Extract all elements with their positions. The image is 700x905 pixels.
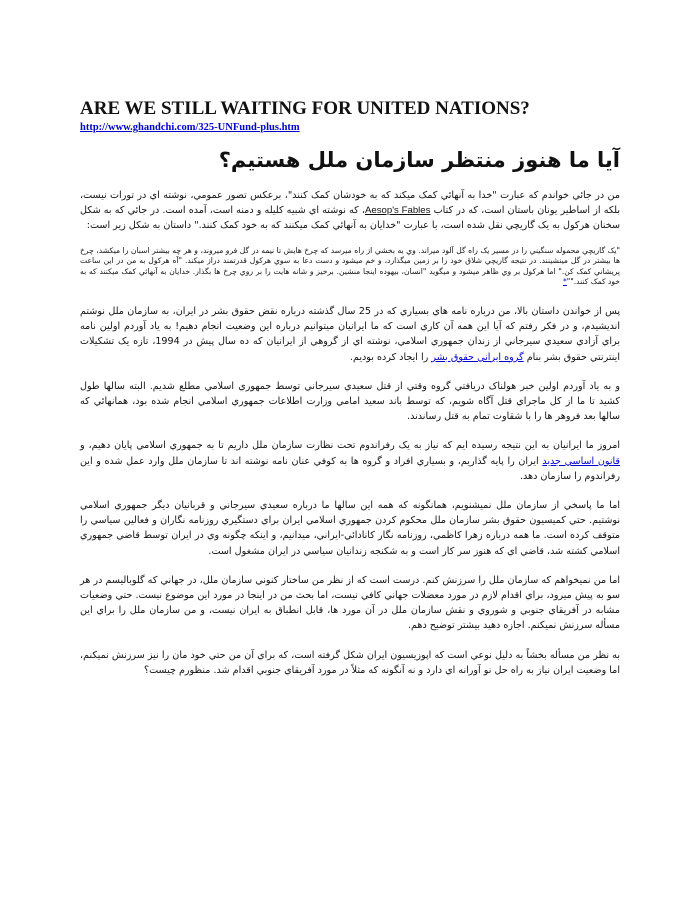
document-page xyxy=(80,98,620,678)
aesop-fables-reference: Aesop's Fables xyxy=(365,205,431,217)
paragraph-5: اما ما پاسخي از سازمان ملل نميشنويم، همانگونه که همه اين سالها ما درباره سعيدي سيرجاني و قربانيان ديگر جمهوري اسلامي نوشتيم. حتي کميسيون حقوق بشر سازمان ملل محکوم کردن جمهوري اسلامي ايران براي دستگيري روزنامه نگاران و فعالين سياسي را متوقف کرده است. ما همه درباره زهرا کاظمي، روزنامه نگار کانادائي-ايراني، ميدانيم، و اينکه چگونه وي در ايران توسط قاضي جمهوري اسلامي کشته شد، قاضي اي که هنوز سر کار است و به شکنجه زندانيان سياسي در ايران مشغول است. xyxy=(80,500,620,557)
paragraph-2-text-a: پس از خواندن داستان بالا، من درباره نامه هاي بسياري که در 25 سال گذشته درباره نقض حقوق بشر در ايران، به سازمان ملل نوشتم انديشيدم، و در فکر رفتم که آيا اين همه آن کاري است که ما ايرانيان ميتوانيم درباره اين وضعيت انجام دهيم! به ياد آوردم اولين نامه براي آزادي سعيدي سيرجاني از زندان جمهوري اسلامي، نوشته اي از گروهي از ايرانيان که ده سال پيش در 1994، تازه يک تشکيلات اينترنتي حقوق بشر بنام xyxy=(80,305,621,363)
paragraph-6: اما من نميخواهم که سازمان ملل را سرزنش کنم. درست است که از نظر من ساختار کنوني سازمان ملل، در جهاني که گلوباليسم در هر سو به پيش ميرود، براي اقدام لازم در مورد معضلات جهاني کافي نيست، اما بحث من در اينجا در مورد اين موضوع نيست. حتي وضعيات مشابه در آفريقاي جنوبي و شوروي و نقش سازمان ملل در آن مورد ها، قابل انطباق به ايران نيست، و من سازمان ملل را براي اين مسأله سرزنش نميکنم. اجازه دهيد بيشتر توضيح دهم. xyxy=(80,574,620,632)
paragraph-4-text-a: امروز ما ايرانيان به اين نتيجه رسيده ايم که نياز به يک رفراندوم تحت نظارت سازمان ملل داريم تا به جمهوري اسلامي پايان دهيم، و xyxy=(80,440,620,452)
paragraph-4 xyxy=(80,438,620,484)
iranian-human-rights-group-link[interactable]: گروه ايراني حقوق بشر xyxy=(431,351,524,363)
paragraph-2-text-b: را ايجاد کرده بوديم. xyxy=(349,351,429,363)
footnote-link[interactable]: * xyxy=(562,277,567,287)
fable-quote xyxy=(80,246,620,288)
paragraph-4-text-b: ايران را پايه گذاريم، و بسياري افراد و گروه ها به کوفي عنان نامه نوشته اند تا سازمان ملل وارد عمل شده و اين رفراندوم را سازمان دهد. xyxy=(80,455,620,482)
paragraph-1-text-b: ، که نوشته اي شبيه کليله و دمنه است، آمده است. در جائي که به شکل سخنان هرکول به يک گاريچي نقل شده است، با عبارت "خدايان به آنهائي کمک ميکنند که به خود کمک کنند." داستان به شکل زير است: xyxy=(80,205,620,232)
paragraph-7: به نظر من مسأله بخشاً به دليل نوعي است که اپوزيسيون ايران شکل گرفته است، که براي آن من حتي خود مان را نيز سرزنش نميکنم، اما وضعيت ايران نياز به راه حل نو آورانه اي دارد و نه آنگونه که مثلاً در مورد آفريقاي جنوبي اقدام شد. منظورم چيست؟ xyxy=(80,649,620,676)
new-constitution-link[interactable]: قانون اساسي جديد xyxy=(542,455,621,467)
fable-quote-text: "يک گاريچي محموله سنگيني را در مسير يک راه گل آلود ميراند. وي به بخشي از راه ميرسد که چرخ هايش تا نيمه در گل فرو ميروند، و هر چه بيشتر اسبان را ميکشد، چرخ ها بيشتر در گل مينشينند. در نتيجه گاريچي شلاق خود را بر زمين ميگذارد، و خم ميشود و دست دعا به سوي هرکول قدرتمند دراز ميکند. "آه هرکول به من در اين ساعت پريشاني کمک کن." اما هرکول بر وي ظاهر ميشود و ميگويد "انسان، بيهوده اينجا منشين. برخيز و شانه هايت را بر روي چرخ ها بگذار. خدايان به آنهائي کمک ميکنند که به خود کمک کنند."" xyxy=(80,245,620,287)
paragraph-1-text-a: من در جائي خواندم که عبارت "خدا به آنهائي کمک ميکند که به خودشان کمک کنند"، برعکس تصور عمومي، نوشته اي در تورات نيست، بلکه از اساطير يونان باستان است، که در کتاب xyxy=(80,190,620,217)
paragraph-3: و به ياد آوردم اولين خبر هولناک دريافتي گروه وقتي از قتل سعيدي سيرجاني توسط جمهوري اسلامي مطلع شديم. البته سالها طول کشيد تا ما از کل ماجراي قتل آگاه شويم، که توسط باند سعيد امامي وزارت اطلاعات جمهوري اسلامي انجام شده بود، همانهائي که سالها بعد فروهر ها را با شقاوت تمام به قتل رساندند. xyxy=(80,380,620,423)
paragraph-1 xyxy=(80,188,620,234)
persian-title: آیا ما هنوز منتظر سازمان ملل هستیم؟ xyxy=(218,148,620,172)
source-url-link[interactable]: http://www.ghandchi.com/325-UNFund-plus.htm xyxy=(80,122,300,133)
paragraph-2 xyxy=(80,304,620,365)
english-title: ARE WE STILL WAITING FOR UNITED NATIONS? xyxy=(80,98,530,119)
